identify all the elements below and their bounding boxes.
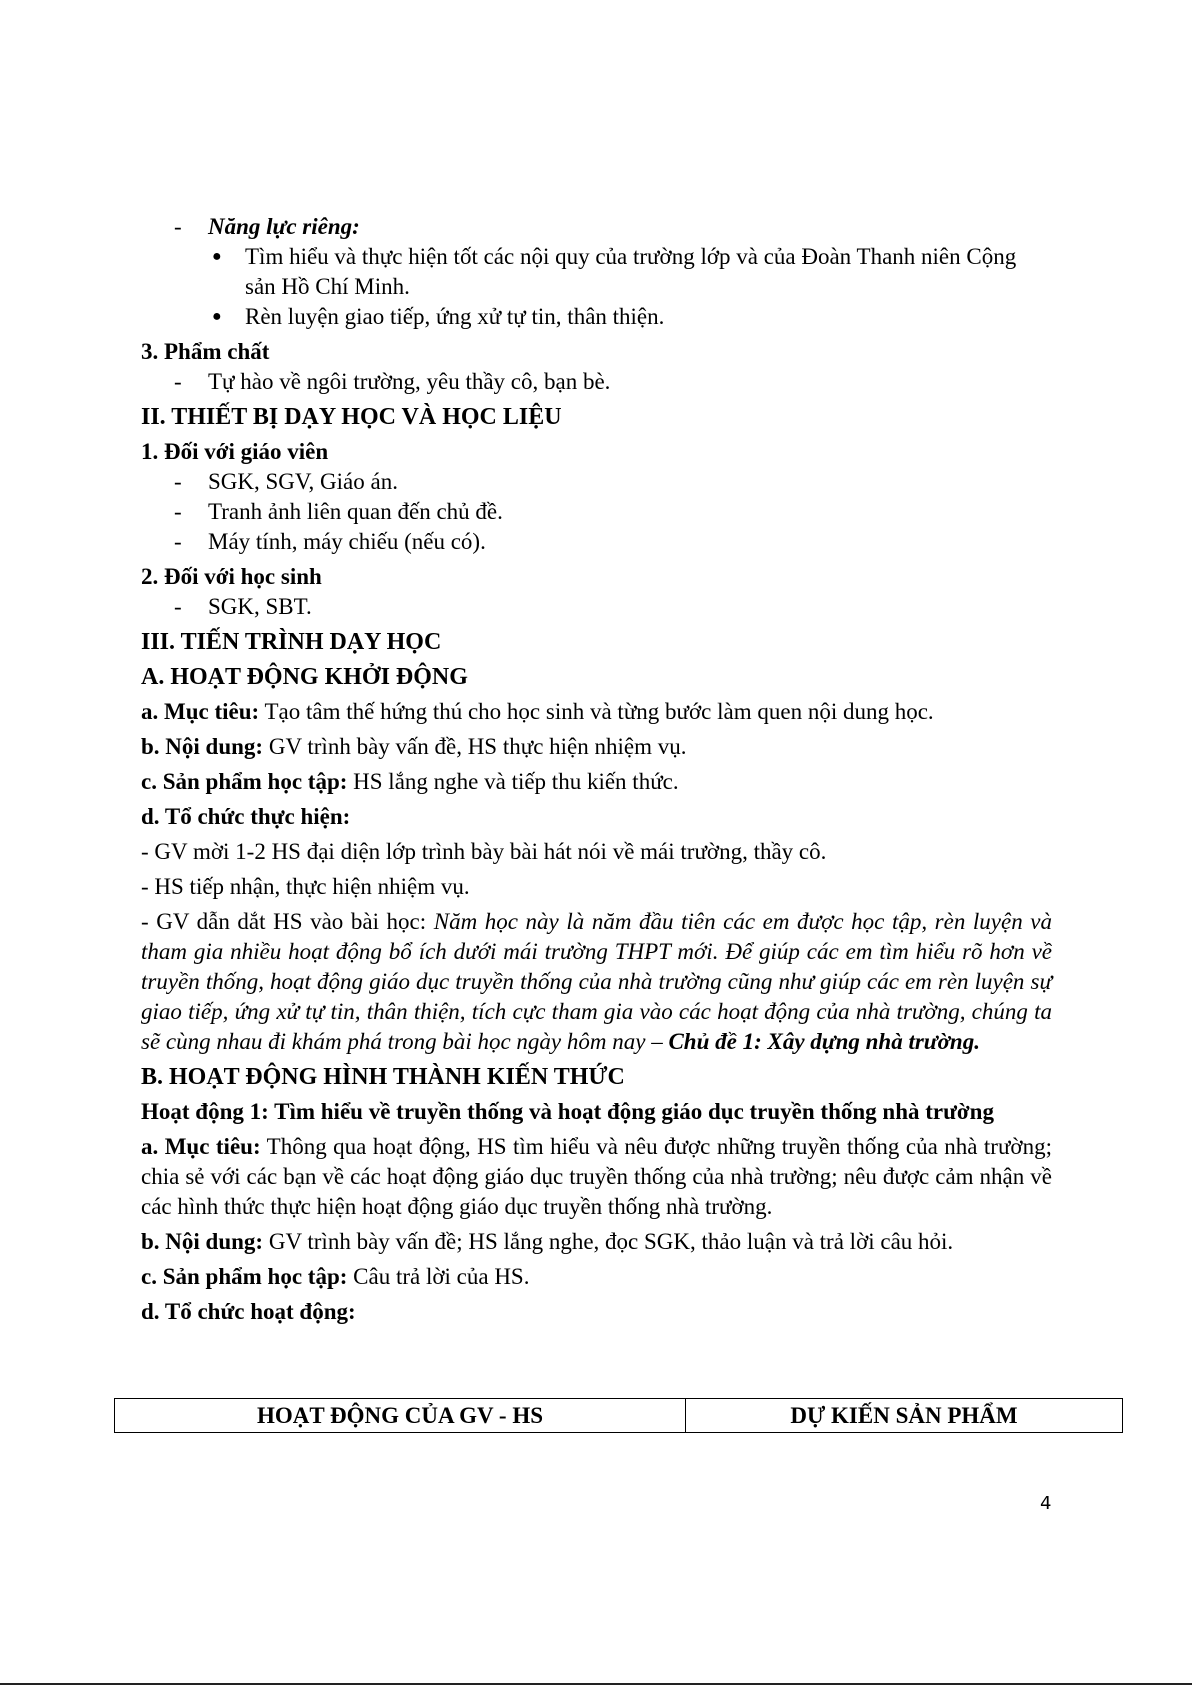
part-b-to-chuc-label: d. Tổ chức hoạt động: — [141, 1299, 356, 1324]
list-item — [174, 367, 1052, 397]
bullet-item — [212, 302, 1052, 332]
table-header-cell: DỰ KIẾN SẢN PHẨM — [686, 1399, 1123, 1433]
dash-marker: - — [174, 469, 182, 494]
part-b-noi-dung — [141, 1227, 1052, 1257]
part-a-heading: A. HOẠT ĐỘNG KHỞI ĐỘNG — [141, 664, 468, 690]
part-b-san-pham — [141, 1262, 1052, 1292]
part-a-noi-dung — [141, 732, 1052, 762]
part-b-muc-tieu — [141, 1132, 1052, 1222]
part-a-step: - HS tiếp nhận, thực hiện nhiệm vụ. — [141, 874, 470, 899]
muc-tieu-text: Thông qua hoạt động, HS tìm hiểu và nêu được những truyền thống của nhà trường; chia sẻ với các bạn về các hoạt động giáo dục truyền thống của nhà trường; nêu được cảm nhận về các hình thức thực hiện hoạt động giáo dục truyền thống nhà trường. — [141, 1134, 1052, 1219]
dash-marker: - — [174, 369, 182, 394]
nang-luc-rieng-label: Năng lực riêng: — [208, 214, 360, 239]
page-number: 4 — [1040, 1493, 1052, 1514]
list-item-text: Máy tính, máy chiếu (nếu có). — [208, 529, 486, 554]
activity-1-heading: Hoạt động 1: Tìm hiểu về truyền thống và hoạt động giáo dục truyền thống nhà trường — [141, 1099, 994, 1124]
activity-table — [114, 1398, 1123, 1433]
san-pham-label: c. Sản phẩm học tập: — [141, 1264, 348, 1289]
muc-tieu-label: a. Mục tiêu: — [141, 699, 260, 724]
dash-marker: - — [174, 594, 182, 619]
list-item-text: SGK, SBT. — [208, 594, 312, 619]
dash-marker: - — [174, 499, 182, 524]
bullet-text: Rèn luyện giao tiếp, ứng xử tự tin, thân thiện. — [245, 304, 665, 329]
section-3-heading: III. TIẾN TRÌNH DẠY HỌC — [141, 629, 442, 655]
bullet-icon: ● — [212, 308, 222, 325]
list-item — [174, 592, 1052, 622]
san-pham-text: HS lắng nghe và tiếp thu kiến thức. — [347, 769, 679, 794]
list-item-text: Tranh ảnh liên quan đến chủ đề. — [208, 499, 503, 524]
intro-italic-text: Năm học này là năm đầu tiên các em được học tập, rèn luyện và tham gia nhiều hoạt động bổ ích dưới mái trường THPT mới. Để giúp các em tìm hiểu rõ hơn về truyền thống, hoạt động giáo dục truyền thống của nhà trường cũng như giúp các em rèn luyện sự giao tiếp, ứng xử tự tin, thân thiện, tích cực tham gia vào các hoạt động của nhà trường, chúng ta sẽ cùng nhau đi khám phá trong bài học ngày hôm nay – — [141, 909, 1053, 1054]
list-item — [174, 497, 1052, 527]
noi-dung-text: GV trình bày vấn đề, HS thực hiện nhiệm vụ. — [263, 734, 687, 759]
list-item-text: SGK, SGV, Giáo án. — [208, 469, 398, 494]
part-a-step-intro — [141, 907, 1052, 1057]
list-item-text: Tự hào về ngôi trường, yêu thầy cô, bạn bè. — [208, 369, 611, 394]
san-pham-label: c. Sản phẩm học tập: — [141, 769, 348, 794]
intro-topic-title: Chủ đề 1: Xây dựng nhà trường. — [668, 1029, 980, 1054]
list-item — [174, 467, 1052, 497]
bullet-item — [212, 242, 1052, 302]
muc-tieu-label: a. Mục tiêu: — [141, 1134, 261, 1159]
dash-marker: - — [174, 529, 182, 554]
giao-vien-heading: 1. Đối với giáo viên — [141, 439, 329, 464]
page-content — [141, 212, 1052, 1327]
dash-marker: - — [174, 214, 182, 239]
table-header-cell: HOẠT ĐỘNG CỦA GV - HS — [115, 1399, 686, 1433]
bullet-text: Tìm hiểu và thực hiện tốt các nội quy của trường lớp và của Đoàn Thanh niên Cộng sản Hồ Chí Minh. — [245, 244, 1017, 299]
pham-chat-heading: 3. Phẩm chất — [141, 339, 270, 364]
san-pham-text: Câu trả lời của HS. — [347, 1264, 530, 1289]
muc-tieu-text: Tạo tâm thế hứng thú cho học sinh và từng bước làm quen nội dung học. — [259, 699, 934, 724]
part-b-heading: B. HOẠT ĐỘNG HÌNH THÀNH KIẾN THỨC — [141, 1064, 625, 1090]
table-header-row — [115, 1399, 1123, 1433]
list-item — [174, 527, 1052, 557]
hoc-sinh-heading: 2. Đối với học sinh — [141, 564, 322, 589]
section-2-heading: II. THIẾT BỊ DẠY HỌC VÀ HỌC LIỆU — [141, 404, 562, 430]
part-a-san-pham — [141, 767, 1052, 797]
part-a-to-chuc-label: d. Tổ chức thực hiện: — [141, 804, 351, 829]
intro-plain-text: - GV dẫn dắt HS vào bài học: — [141, 909, 434, 934]
nang-luc-rieng-heading — [174, 212, 1052, 242]
noi-dung-label: b. Nội dung: — [141, 1229, 264, 1254]
part-a-step: - GV mời 1-2 HS đại diện lớp trình bày bài hát nói về mái trường, thầy cô. — [141, 839, 827, 864]
part-a-muc-tieu — [141, 697, 1052, 727]
bullet-icon: ● — [212, 248, 222, 265]
noi-dung-text: GV trình bày vấn đề; HS lắng nghe, đọc SGK, thảo luận và trả lời câu hỏi. — [263, 1229, 954, 1254]
noi-dung-label: b. Nội dung: — [141, 734, 264, 759]
